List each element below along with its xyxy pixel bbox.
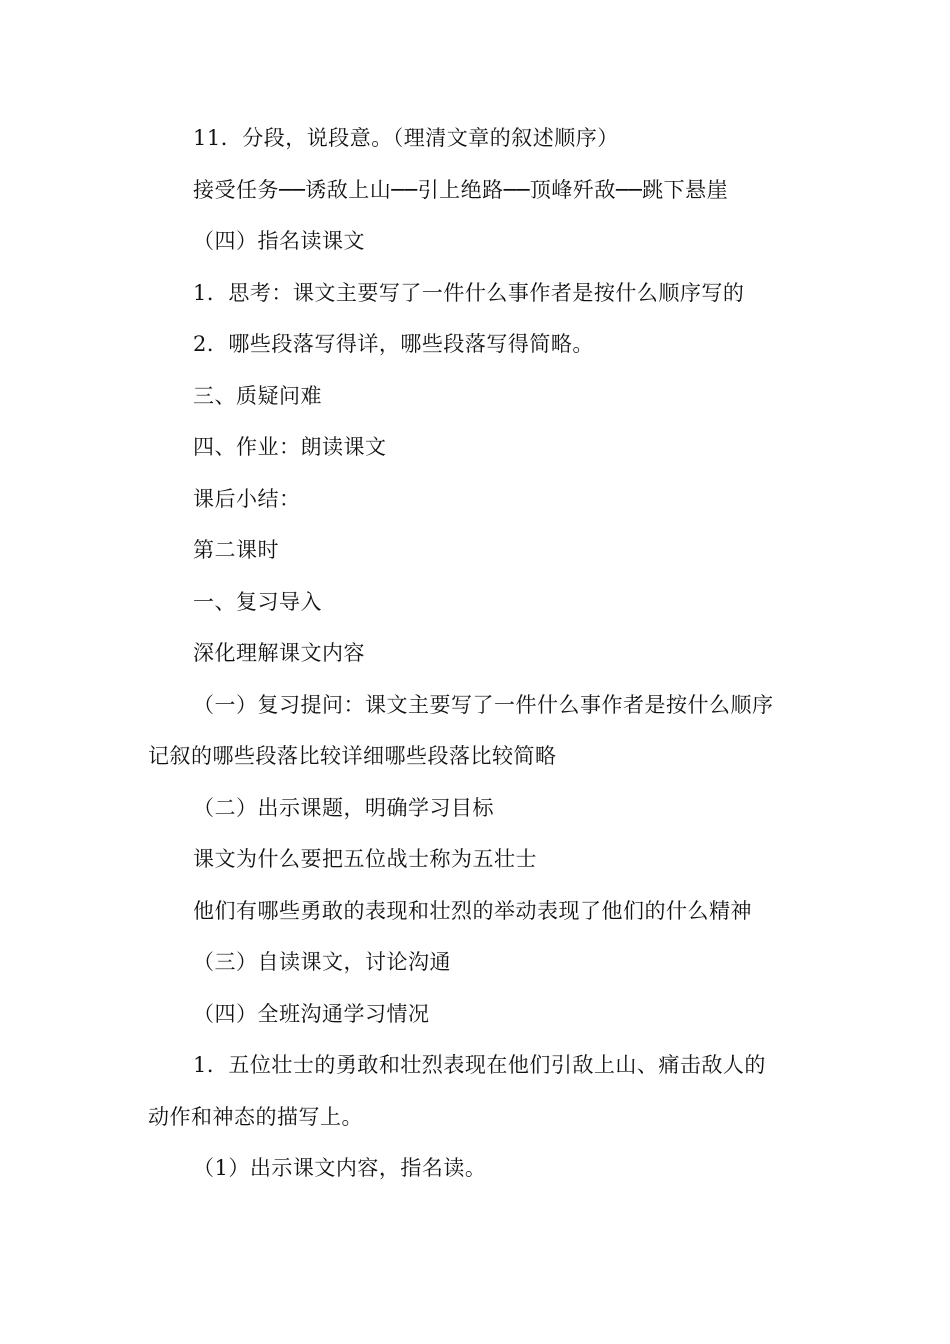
text-line: 动作和神态的描写上。 [148,1105,363,1129]
text-line: 深化理解课文内容 [193,641,365,665]
text-line: （一）复习提问：课文主要写了一件什么事作者是按什么顺序 [193,693,774,717]
section-heading: （二）出示课题，明确学习目标 [193,796,494,820]
text-line: 11．分段，说段意。（理清文章的叙述顺序） [193,126,619,150]
section-heading: 四、作业：朗读课文 [193,435,387,459]
text-line: 2．哪些段落写得详，哪些段落写得简略。 [193,332,594,356]
text-line: 课文为什么要把五位战士称为五壮士 [193,847,537,871]
text-line: 接受任务──诱敌上山──引上绝路──顶峰歼敌──跳下悬崖 [193,178,729,202]
section-heading: （四）全班沟通学习情况 [193,1002,430,1026]
section-heading: （四）指名读课文 [193,229,365,253]
text-line: 课后小结： [193,487,301,511]
text-line: 他们有哪些勇敢的表现和壮烈的举动表现了他们的什么精神 [193,899,752,923]
section-heading: 第二课时 [193,538,279,562]
text-line: 1．五位壮士的勇敢和壮烈表现在他们引敌上山、痛击敌人的 [193,1053,766,1077]
section-heading: 一、复习导入 [193,590,322,614]
section-heading: 三、质疑问难 [193,384,322,408]
text-line: 1．思考：课文主要写了一件什么事作者是按什么顺序写的 [193,281,745,305]
section-heading: （三）自读课文，讨论沟通 [193,950,451,974]
text-line: 记叙的哪些段落比较详细哪些段落比较简略 [148,744,557,768]
text-line: （1）出示课文内容，指名读。 [193,1156,487,1180]
